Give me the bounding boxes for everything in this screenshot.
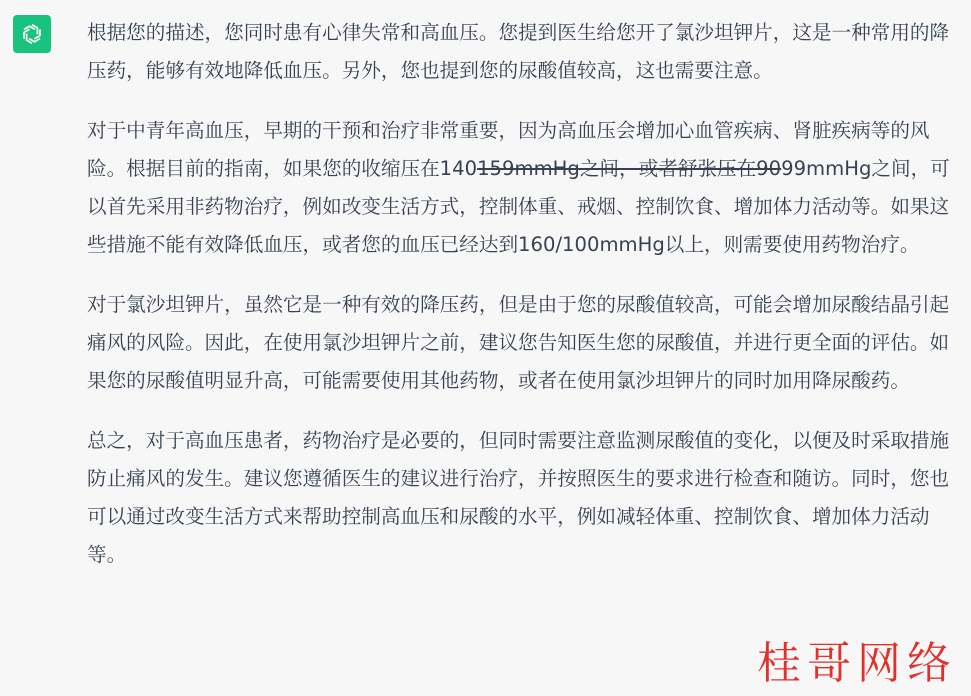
guidelines-text-before: 对于中青年高血压，早期的干预和治疗非常重要，因为高血压会增加心血管疾病、肾脏疾病等的风险。根据目前的指南，如果您的收缩压在140	[87, 119, 930, 180]
watermark: 桂哥网络	[757, 638, 957, 689]
guidelines-text-after: 99mmHg之间，可以首先采用非药物治疗，例如改变生活方式，控制体重、戒烟、控制饮食、增加体力活动等。如果这些措施不能有效降低血压，或者您的血压已经达到160/100mmHg以上，则需要使用药物治疗。	[87, 157, 950, 256]
guidelines-strikethrough-text: 159mmHg之间，或者舒张压在90	[477, 157, 782, 180]
assistant-avatar	[13, 15, 51, 53]
message-content	[87, 14, 963, 596]
openai-logo-icon	[19, 21, 45, 47]
paragraph-losartan: 对于氯沙坦钾片，虽然它是一种有效的降压药，但是由于您的尿酸值较高，可能会增加尿酸结晶引起痛风的风险。因此，在使用氯沙坦钾片之前，建议您告知医生您的尿酸值，并进行更全面的评估。如果您的尿酸值明显升高，可能需要使用其他药物，或者在使用氯沙坦钾片的同时加用降尿酸药。	[87, 293, 950, 392]
paragraph-intro: 根据您的描述，您同时患有心律失常和高血压。您提到医生给您开了氯沙坦钾片，这是一种常用的降压药，能够有效地降低血压。另外，您也提到您的尿酸值较高，这也需要注意。	[87, 21, 950, 82]
paragraph-guidelines	[87, 112, 963, 264]
paragraph-summary: 总之，对于高血压患者，药物治疗是必要的，但同时需要注意监测尿酸值的变化，以便及时采取措施防止痛风的发生。建议您遵循医生的建议进行治疗，并按照医生的要求进行检查和随访。同时，您也可以通过改变生活方式来帮助控制高血压和尿酸的水平，例如减轻体重、控制饮食、增加体力活动等。	[87, 429, 950, 566]
